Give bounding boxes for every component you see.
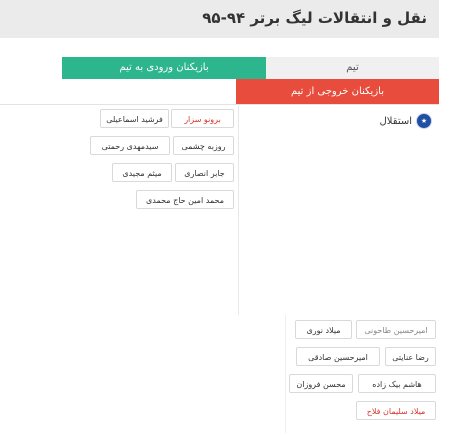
- player-chip[interactable]: جابر انصاری: [175, 163, 234, 182]
- tab-bar: [62, 57, 439, 79]
- team-name: استقلال: [379, 115, 412, 127]
- tab-team[interactable]: تیم: [266, 57, 439, 79]
- player-chip[interactable]: هاشم بیک زاده: [358, 374, 436, 393]
- player-chip[interactable]: امیرحسین صادقی: [296, 347, 380, 366]
- player-chip[interactable]: محمد امین حاج محمدی: [136, 190, 234, 209]
- tab-incoming-players[interactable]: بازیکنان ورودی به تیم: [62, 57, 266, 79]
- player-chip[interactable]: روزبه چشمی: [173, 136, 234, 155]
- player-chip[interactable]: رضا عنایتی: [385, 347, 436, 366]
- tab-outgoing-players[interactable]: بازیکنان خروجی از تیم: [236, 79, 439, 104]
- page-title: نقل و انتقالات لیگ برتر ۹۴-۹۵: [202, 9, 427, 27]
- player-chip[interactable]: میثم مجیدی: [112, 163, 172, 182]
- player-chip[interactable]: فرشید اسماعیلی: [100, 109, 169, 128]
- divider: [0, 104, 439, 105]
- player-chip[interactable]: امیرحسین طاحونی: [356, 320, 436, 339]
- player-chip[interactable]: سیدمهدی رحمتی: [90, 136, 170, 155]
- club-logo-icon: ★: [416, 113, 432, 129]
- player-chip[interactable]: میلاد نوری: [295, 320, 352, 339]
- player-chip[interactable]: برونو سزار: [171, 109, 234, 128]
- player-chip[interactable]: میلاد سلیمان فلاح: [356, 401, 436, 420]
- player-chip[interactable]: محسن فروزان: [289, 374, 353, 393]
- page-header: [0, 0, 439, 38]
- team-row[interactable]: [380, 114, 432, 128]
- column-divider: [238, 105, 239, 315]
